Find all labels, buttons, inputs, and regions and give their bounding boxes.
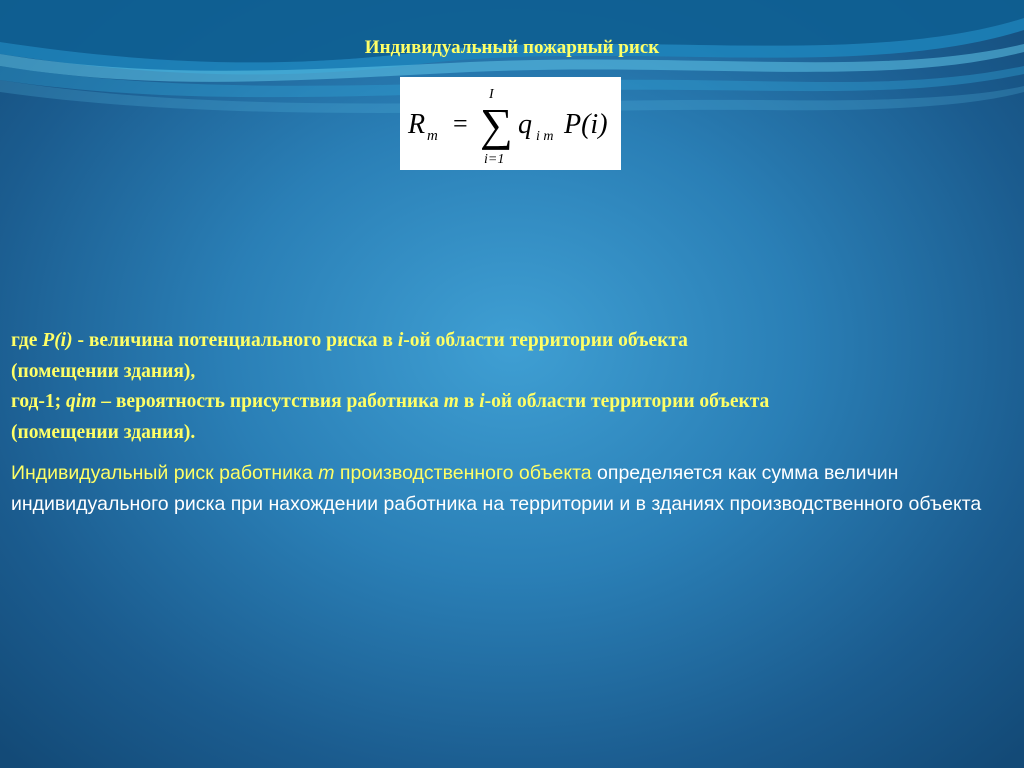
formula-sum-symbol: ∑ xyxy=(480,99,513,150)
formula-sum-lower: i=1 xyxy=(484,152,505,167)
formula-lhs-subscript: m xyxy=(427,128,438,144)
symbol-qim: qim xyxy=(66,391,97,412)
variable-definitions xyxy=(11,326,1016,448)
definition-line-2: (помещении здания), xyxy=(11,360,196,382)
definition-line-4: (помещении здания). xyxy=(11,421,196,443)
summary-paragraph: Индивидуальный риск работника m производственного объекта определяется как сумма величин индивидуального риска при нахождении работника на территории и в зданиях производственного объекта xyxy=(11,462,982,515)
worker-m: m xyxy=(318,462,335,484)
index-i: i xyxy=(397,330,404,351)
index-i: i xyxy=(479,391,485,412)
formula-term-symbol: q xyxy=(518,109,532,140)
risk-formula xyxy=(400,77,621,170)
slide-title: Индивидуальный пожарный риск xyxy=(364,37,660,58)
formula-sum-upper: I xyxy=(489,87,494,102)
definition-line-1: где P(i) - величина потенциального риска в i-ой области территории объекта xyxy=(11,330,688,351)
formula-lhs-symbol: R xyxy=(408,109,426,140)
formula-equals: = xyxy=(453,109,468,138)
formula-function: P(i) xyxy=(564,109,608,140)
worker-m: m xyxy=(443,391,459,412)
definition-line-3: год-1; qim – вероятность присутствия работника m в i-ой области территории объекта xyxy=(11,391,770,412)
formula-term-subscript: i m xyxy=(536,129,554,144)
symbol-p-i: P(i) xyxy=(42,330,73,351)
